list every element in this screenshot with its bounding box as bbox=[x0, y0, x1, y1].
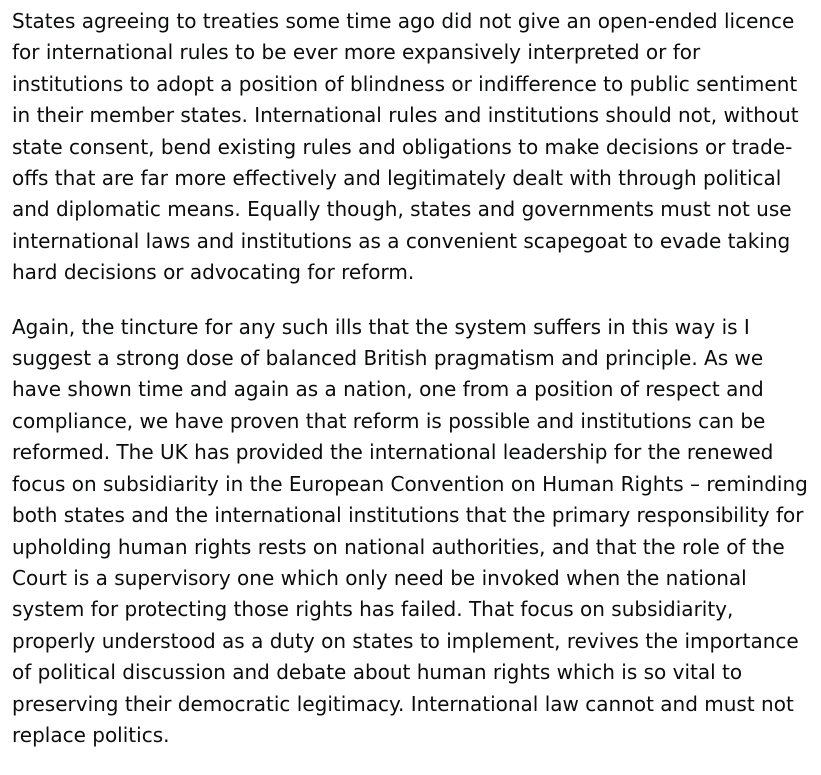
article-body bbox=[12, 6, 812, 751]
paragraph-pragmatism: Again, the tincture for any such ills that the system suffers in this way is I suggest a strong dose of balanced British pragmatism and principle. As we have shown time and again as a nation, one from a position of respect and compliance, we have proven that reform is possible and institutions can be reformed. The UK has provided the international leadership for the renewed focus on subsidiarity in the European Convention on Human Rights – reminding both states and the international institutions that the primary responsibility for upholding human rights rests on national authorities, and that the role of the Court is a supervisory one which only need be invoked when the national system for protecting those rights has failed. That focus on subsidiarity, properly understood as a duty on states to implement, revives the importance of political discussion and debate about human rights which is so vital to preserving their democratic legitimacy. International law cannot and must not replace politics. bbox=[12, 314, 808, 747]
paragraph-treaties: States agreeing to treaties some time ago did not give an open-ended licence for international rules to be ever more expansively interpreted or for institutions to adopt a position of blindness or indifference to public sentiment in their member states. International rules and institutions should not, without state consent, bend existing rules and obligations to make decisions or trade-offs that are far more effectively and legitimately dealt with through political and diplomatic means. Equally though, states and governments must not use international laws and institutions as a convenient scapegoat to evade taking hard decisions or advocating for reform. bbox=[12, 9, 799, 285]
